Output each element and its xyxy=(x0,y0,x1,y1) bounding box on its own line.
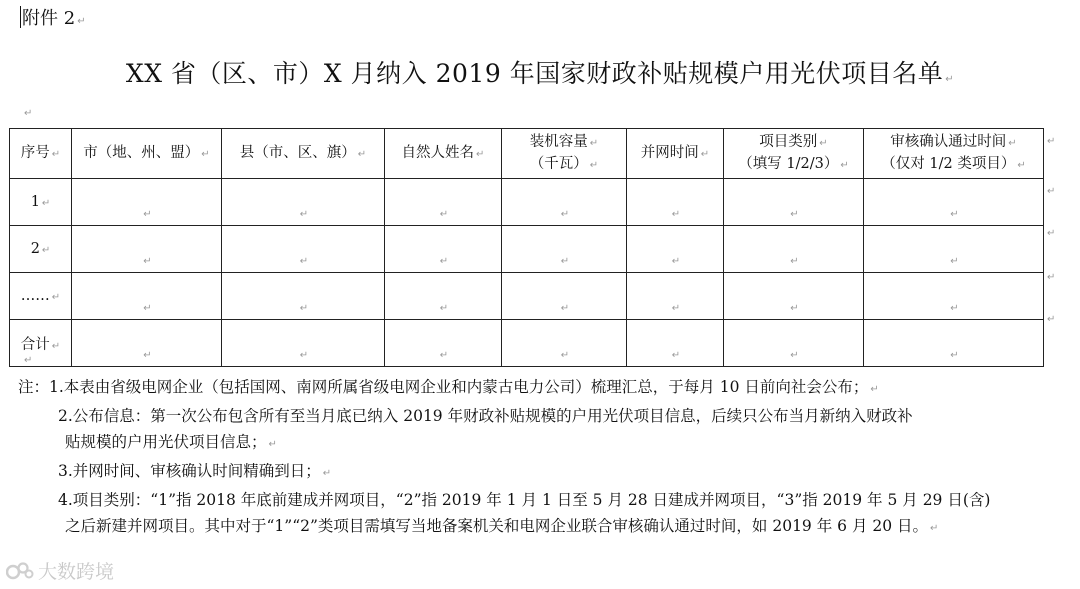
column-header-category: 项目类别 ↵ （填写 1/2/3） ↵ xyxy=(724,129,864,179)
notes-section xyxy=(18,374,1068,542)
row-index-cell[interactable]: 2 ↵ xyxy=(10,226,72,273)
title-text: XX 省（区、市）X 月纳入 2019 年国家财政补贴规模户用光伏项目名单 xyxy=(125,59,944,88)
note-2: 2.公布信息：第一次公布包含所有至当月底已纳入 2019 年财政补贴规模的户用光伏项目信息，后续只公布当月新纳入财政补 xyxy=(58,407,913,425)
row-end-mark: ↵ xyxy=(1047,228,1056,239)
empty-cell[interactable]: ↵ xyxy=(385,320,502,367)
paragraph-mark: ↵ xyxy=(24,108,33,119)
empty-cell[interactable]: ↵ xyxy=(864,320,1044,367)
empty-cell[interactable]: ↵ xyxy=(222,320,385,367)
note-4-continued: 之后新建并网项目。其中对于“1”“2”类项目需填写当地备案机关和电网企业联合审核确认通过时间，如 2019 年 6 月 20 日。 ↵ xyxy=(65,517,939,535)
empty-cell[interactable]: ↵ xyxy=(72,320,222,367)
empty-cell[interactable]: ↵ xyxy=(724,179,864,226)
empty-cell[interactable]: ↵ xyxy=(864,179,1044,226)
row-end-mark: ↵ xyxy=(1047,186,1056,197)
empty-cell[interactable]: ↵ xyxy=(864,226,1044,273)
column-header-city: 市（地、州、盟） ↵ xyxy=(72,129,222,179)
empty-cell[interactable]: ↵ xyxy=(385,273,502,320)
row-end-mark: ↵ xyxy=(1047,314,1056,325)
empty-cell[interactable]: ↵ xyxy=(72,179,222,226)
table-header-row xyxy=(10,129,1044,179)
table-row xyxy=(10,226,1044,273)
watermark-text: 大数跨境 xyxy=(38,561,115,583)
column-header-grid-time: 并网时间 ↵ xyxy=(627,129,724,179)
empty-cell[interactable]: ↵ xyxy=(502,226,627,273)
paragraph-mark: ↵ xyxy=(945,74,955,85)
note-2-continued: 贴规模的户用光伏项目信息； ↵ xyxy=(65,433,277,451)
empty-cell[interactable]: ↵ xyxy=(724,226,864,273)
empty-cell[interactable]: ↵ xyxy=(724,320,864,367)
row-index-cell[interactable]: …… ↵ xyxy=(10,273,72,320)
paragraph-mark: ↵ xyxy=(24,355,33,366)
empty-cell[interactable]: ↵ xyxy=(72,226,222,273)
column-header-approval-time: 审核确认通过时间 ↵ （仅对 1/2 类项目） ↵ xyxy=(864,129,1044,179)
empty-cell[interactable]: ↵ xyxy=(385,179,502,226)
table-row xyxy=(10,320,1044,367)
column-header-index: 序号 ↵ xyxy=(10,129,72,179)
empty-cell[interactable]: ↵ xyxy=(627,226,724,273)
empty-cell[interactable]: ↵ xyxy=(222,226,385,273)
empty-cell[interactable]: ↵ xyxy=(627,320,724,367)
empty-cell[interactable]: ↵ xyxy=(72,273,222,320)
row-end-mark: ↵ xyxy=(1047,136,1056,147)
brand-logo-icon xyxy=(6,561,34,581)
table-row xyxy=(10,179,1044,226)
empty-cell[interactable]: ↵ xyxy=(222,179,385,226)
empty-cell[interactable]: ↵ xyxy=(385,226,502,273)
column-header-county: 县（市、区、旗） ↵ xyxy=(222,129,385,179)
attachment-label xyxy=(20,4,86,30)
empty-cell[interactable]: ↵ xyxy=(627,273,724,320)
note-4: 4.项目类别：“1”指 2018 年底前建成并网项目，“2”指 2019 年 1 月 1 日至 5 月 28 日建成并网项目，“3”指 2019 年 5 月 29 日(含) xyxy=(58,491,991,509)
text-cursor xyxy=(20,6,21,28)
empty-cell[interactable]: ↵ xyxy=(627,179,724,226)
row-end-mark: ↵ xyxy=(1047,272,1056,283)
row-index-cell[interactable]: 1 ↵ xyxy=(10,179,72,226)
note-3: 3.并网时间、审核确认时间精确到日； ↵ xyxy=(58,462,332,480)
empty-cell[interactable]: ↵ xyxy=(502,320,627,367)
empty-cell[interactable]: ↵ xyxy=(724,273,864,320)
page-title xyxy=(0,54,1080,90)
column-header-capacity: 装机容量 ↵ （千瓦） ↵ xyxy=(502,129,627,179)
project-list-table xyxy=(9,128,1044,367)
empty-cell[interactable]: ↵ xyxy=(502,273,627,320)
attachment-text: 附件 2 xyxy=(22,8,76,29)
watermark xyxy=(6,557,114,584)
empty-cell[interactable]: ↵ xyxy=(222,273,385,320)
empty-cell[interactable]: ↵ xyxy=(864,273,1044,320)
empty-cell[interactable]: ↵ xyxy=(502,179,627,226)
row-index-cell[interactable]: 合计 ↵ xyxy=(10,320,72,367)
paragraph-mark: ↵ xyxy=(77,16,86,27)
note-1: 注：1.本表由省级电网企业（包括国网、南网所属省级电网企业和内蒙古电力公司）梳理汇总，于每月 10 日前向社会公布； ↵ xyxy=(18,378,879,396)
table-row xyxy=(10,273,1044,320)
column-header-name: 自然人姓名 ↵ xyxy=(385,129,502,179)
